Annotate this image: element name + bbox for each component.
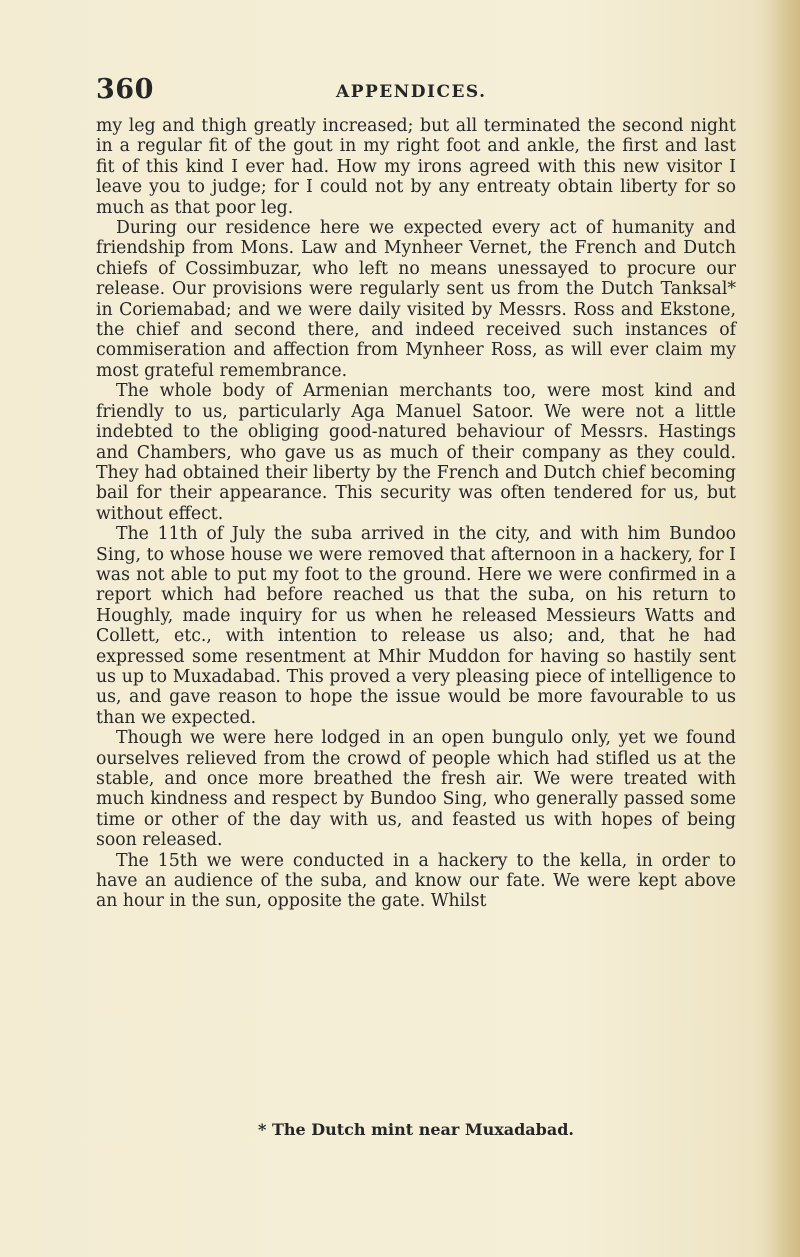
paragraph: The whole body of Armenian merchants too, were most kind and friendly to us, particularly Aga Manuel Satoor. We were not a little indebted to the obliging good-natured behaviour of Messrs. Hastings and Chambers, who gave us as much of their company as they could. They had obtained their liberty by the French and Dutch chief becoming bail for their appearance. This security was often tendered for us, but without effect. [96,381,736,524]
paragraph: The 11th of July the suba arrived in the city, and with him Bundoo Sing, to whose house we were removed that afternoon in a hackery, for I was not able to put my foot to the ground. Here we were confirmed in a report which had before reached us that the suba, on his return to Houghly, made inquiry for us when he released Messieurs Watts and Collett, etc., with intention to release us also; and, that he had expressed some resentment at Mhir Muddon for having so hastily sent us up to Muxadabad. This proved a very pleasing piece of intelligence to us, and gave reason to hope the issue would be more favourable to us than we expected. [96,524,736,728]
running-head: APPENDICES. [336,82,487,102]
paragraph: During our residence here we expected every act of humanity and friendship from Mons. Law and Mynheer Vernet, the French and Dutch chiefs of Cossimbuzar, who left no means unessayed to procure our release. Our provisions were regularly sent us from the Dutch Tanksal* in Coriemabad; and we were daily visited by Messrs. Ross and Ekstone, the chief and second there, and indeed received such instances of commiseration and affection from Mynheer Ross, as will ever claim my most grateful remembrance. [96,218,736,381]
paragraph: my leg and thigh greatly increased; but all terminated the second night in a regular fit of the gout in my right foot and ankle, the first and last fit of this kind I ever had. How my irons agreed with this new visitor I leave you to judge; for I could not by any entreaty obtain liberty for so much as that poor leg. [96,116,736,218]
page-edge-shadow [770,0,800,1257]
page-header [96,74,736,114]
body-text [96,116,736,912]
paragraph: Though we were here lodged in an open bungulo only, yet we found ourselves relieved from the crowd of people which had stifled us at the stable, and once more breathed the fresh air. We were treated with much kindness and respect by Bundoo Sing, who generally passed some time or other of the day with us, and feasted us with hopes of being soon released. [96,728,736,851]
footnote: * The Dutch mint near Muxadabad. [258,1120,574,1139]
page-number: 360 [96,74,154,105]
paragraph: The 15th we were conducted in a hackery to the kella, in order to have an audience of the suba, and know our fate. We were kept above an hour in the sun, opposite the gate. Whilst [96,850,736,912]
